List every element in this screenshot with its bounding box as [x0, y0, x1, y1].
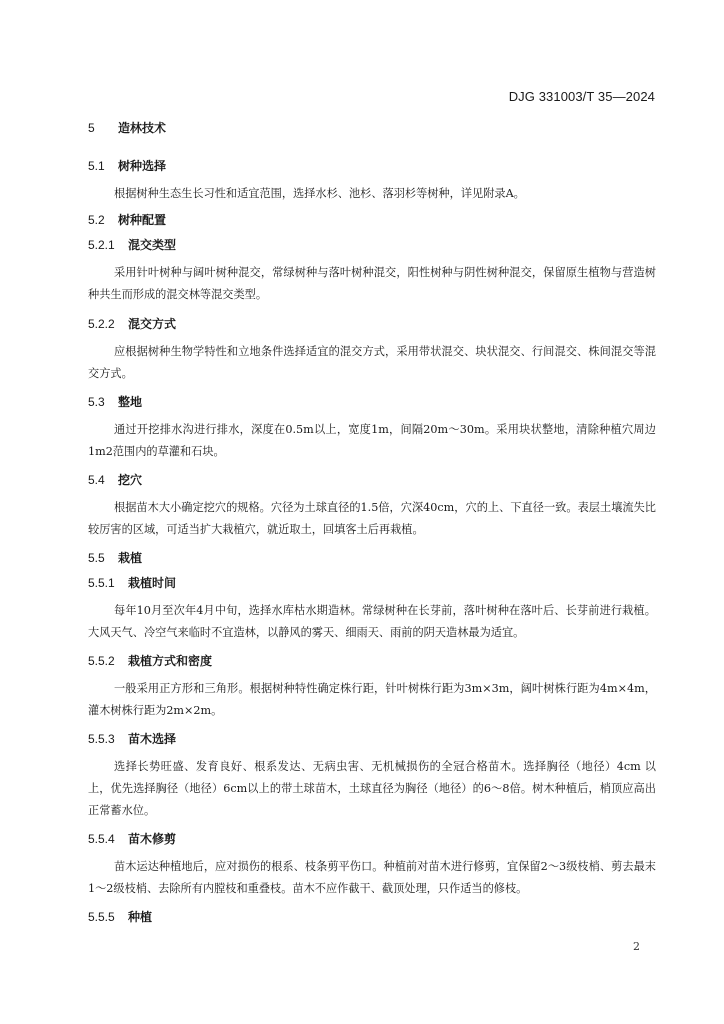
section-number: 5.5 — [88, 551, 105, 565]
section-paragraph: 通过开挖排水沟进行排水，深度在0.5m以上，宽度1m，间隔20m～30m。采用块状整地，清除种植穴周边1m2范围内的草灌和石块。 — [88, 423, 656, 458]
section-heading-5-5-5 — [88, 909, 656, 925]
page-number: 2 — [633, 940, 640, 953]
section-number: 5.2.2 — [88, 317, 115, 331]
section-heading-5-2-2 — [88, 316, 656, 332]
section-paragraph: 选择长势旺盛、发育良好、根系发达、无病虫害、无机械损伤的全冠合格苗木。选择胸径（地径）4cm 以上，优先选择胸径（地径）6cm以上的带土球苗木，土球直径为胸径（地径）的6～8倍。树木种植后，梢顶应高出正常蓄水位。 — [88, 760, 656, 817]
section-number: 5.5.5 — [88, 910, 115, 924]
section-title: 栽植 — [118, 551, 143, 565]
section-heading-5-5-4 — [88, 831, 656, 847]
section-heading-5-2 — [88, 212, 656, 228]
section-paragraph: 一般采用正方形和三角形。根据树种特性确定株行距，针叶树株行距为3m×3m，阔叶树株行距为4m×4m，灌木树株行距为2m×2m。 — [88, 682, 656, 717]
section-title: 苗木修剪 — [128, 832, 177, 846]
section-number: 5.2.1 — [88, 238, 115, 252]
section-paragraph: 苗木运达种植地后，应对损伤的根系、枝条剪平伤口。种植前对苗木进行修剪，宜保留2～3级枝梢、剪去最末1～2级枝梢、去除所有内膛枝和重叠枝。苗木不应作截干、截顶处理，只作适当的修枝。 — [88, 860, 656, 895]
section-title: 造林技术 — [118, 121, 167, 135]
section-title: 栽植方式和密度 — [128, 654, 213, 668]
section-paragraph: 每年10月至次年4月中旬，选择水库枯水期造林。常绿树种在长芽前，落叶树种在落叶后、长芽前进行栽植。大风天气、冷空气来临时不宜造林，以静风的雾天、细雨天、雨前的阴天造林最为适宜。 — [88, 604, 656, 639]
section-title: 整地 — [118, 395, 143, 409]
section-number: 5.2 — [88, 213, 105, 227]
section-number: 5.4 — [88, 473, 105, 487]
section-number: 5 — [88, 121, 95, 135]
page-content — [88, 120, 656, 925]
section-heading-5 — [88, 120, 656, 136]
section-number: 5.5.4 — [88, 832, 115, 846]
section-title: 树种配置 — [118, 213, 167, 227]
section-title: 混交方式 — [128, 317, 177, 331]
section-number: 5.3 — [88, 395, 105, 409]
section-number: 5.5.3 — [88, 732, 115, 746]
section-paragraph: 应根据树种生物学特性和立地条件选择适宜的混交方式，采用带状混交、块状混交、行间混交、株间混交等混交方式。 — [88, 345, 656, 380]
section-title: 苗木选择 — [128, 732, 177, 746]
section-title: 种植 — [128, 910, 153, 924]
section-heading-5-4 — [88, 472, 656, 488]
section-number: 5.1 — [88, 159, 105, 173]
section-heading-5-5-3 — [88, 731, 656, 747]
section-heading-5-5-2 — [88, 653, 656, 669]
section-heading-5-1 — [88, 158, 656, 174]
section-paragraph: 根据苗木大小确定挖穴的规格。穴径为土球直径的1.5倍，穴深40cm，穴的上、下直径一致。表层土壤流失比较厉害的区域，可适当扩大栽植穴，就近取土，回填客土后再栽植。 — [88, 501, 656, 536]
section-title: 挖穴 — [118, 473, 143, 487]
section-number: 5.5.2 — [88, 654, 115, 668]
section-paragraph: 采用针叶树种与阔叶树种混交，常绿树种与落叶树种混交，阳性树种与阴性树种混交，保留原生植物与营造树种共生而形成的混交林等混交类型。 — [88, 266, 656, 301]
section-number: 5.5.1 — [88, 576, 115, 590]
section-heading-5-5 — [88, 550, 656, 566]
section-heading-5-2-1 — [88, 237, 656, 253]
section-title: 树种选择 — [118, 159, 167, 173]
section-heading-5-5-1 — [88, 575, 656, 591]
standard-code: DJG 331003/T 35—2024 — [508, 89, 655, 104]
section-paragraph: 根据树种生态生长习性和适宜范围，选择水杉、池杉、落羽杉等树种，详见附录A。 — [114, 187, 525, 200]
section-heading-5-3 — [88, 394, 656, 410]
section-title: 混交类型 — [128, 238, 177, 252]
section-title: 栽植时间 — [128, 576, 177, 590]
